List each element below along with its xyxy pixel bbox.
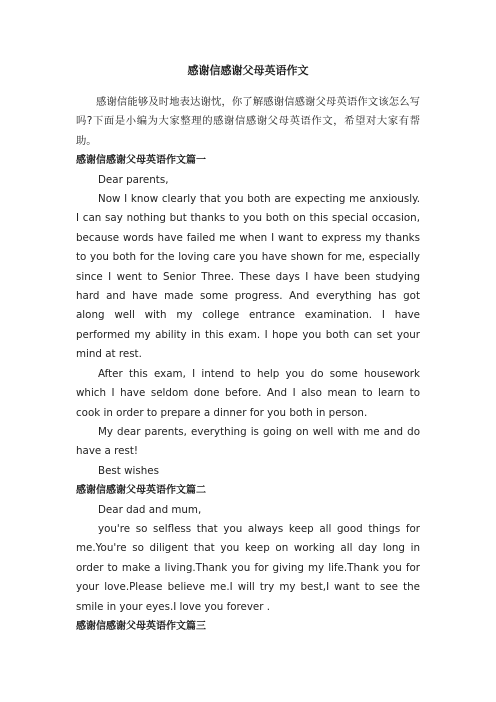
closing-1: Best wishes (98, 464, 159, 477)
body-paragraph-1-3: My dear parents, everything is going on well with me and do have a rest! (76, 425, 420, 458)
section-heading-1: 感谢信感谢父母英语作文篇一 (76, 155, 206, 167)
document-title: 感谢信感谢父母英语作文 (187, 64, 309, 77)
intro-paragraph: 感谢信能够及时地表达谢忱，你了解感谢信感谢父母英语作文该怎么写吗?下面是小编为大家整理的感谢信感谢父母英语作文，希望对大家有帮助。 (76, 96, 420, 147)
section-heading-2: 感谢信感谢父母英语作文篇二 (76, 485, 206, 497)
body-paragraph-1-2: After this exam, I intend to help you do some housework which I have seldom done before. And I also mean to learn to cook in order to prepare a dinner for you both in person. (76, 367, 420, 419)
body-paragraph-1-1: Now I know clearly that you both are expecting me anxiously. I can say nothing but thanks to you both on this special occasion, because words have failed me when I want to express my thanks to you both for the loving care you have shown for me, especially since I went to Senior Three. These days I have been studying hard and have made some progress. And everything has got along well with my college entrance examination. I have performed my ability in this exam. I hope you both can set your mind at rest. (76, 193, 420, 361)
document-body (76, 93, 420, 636)
salutation-2: Dear dad and mum, (98, 503, 202, 516)
section-heading-3: 感谢信感谢父母英语作文篇三 (76, 620, 206, 632)
salutation-1: Dear parents, (98, 173, 169, 186)
body-paragraph-2-1: you're so selfless that you always keep all good things for me.You're so diligent that you keep on working all day long in order to make a living.Thank you for giving my life.Thank you for your love.Please believe me.I will try my best,I want to see the smile in your eyes.I love you forever . (76, 522, 420, 613)
